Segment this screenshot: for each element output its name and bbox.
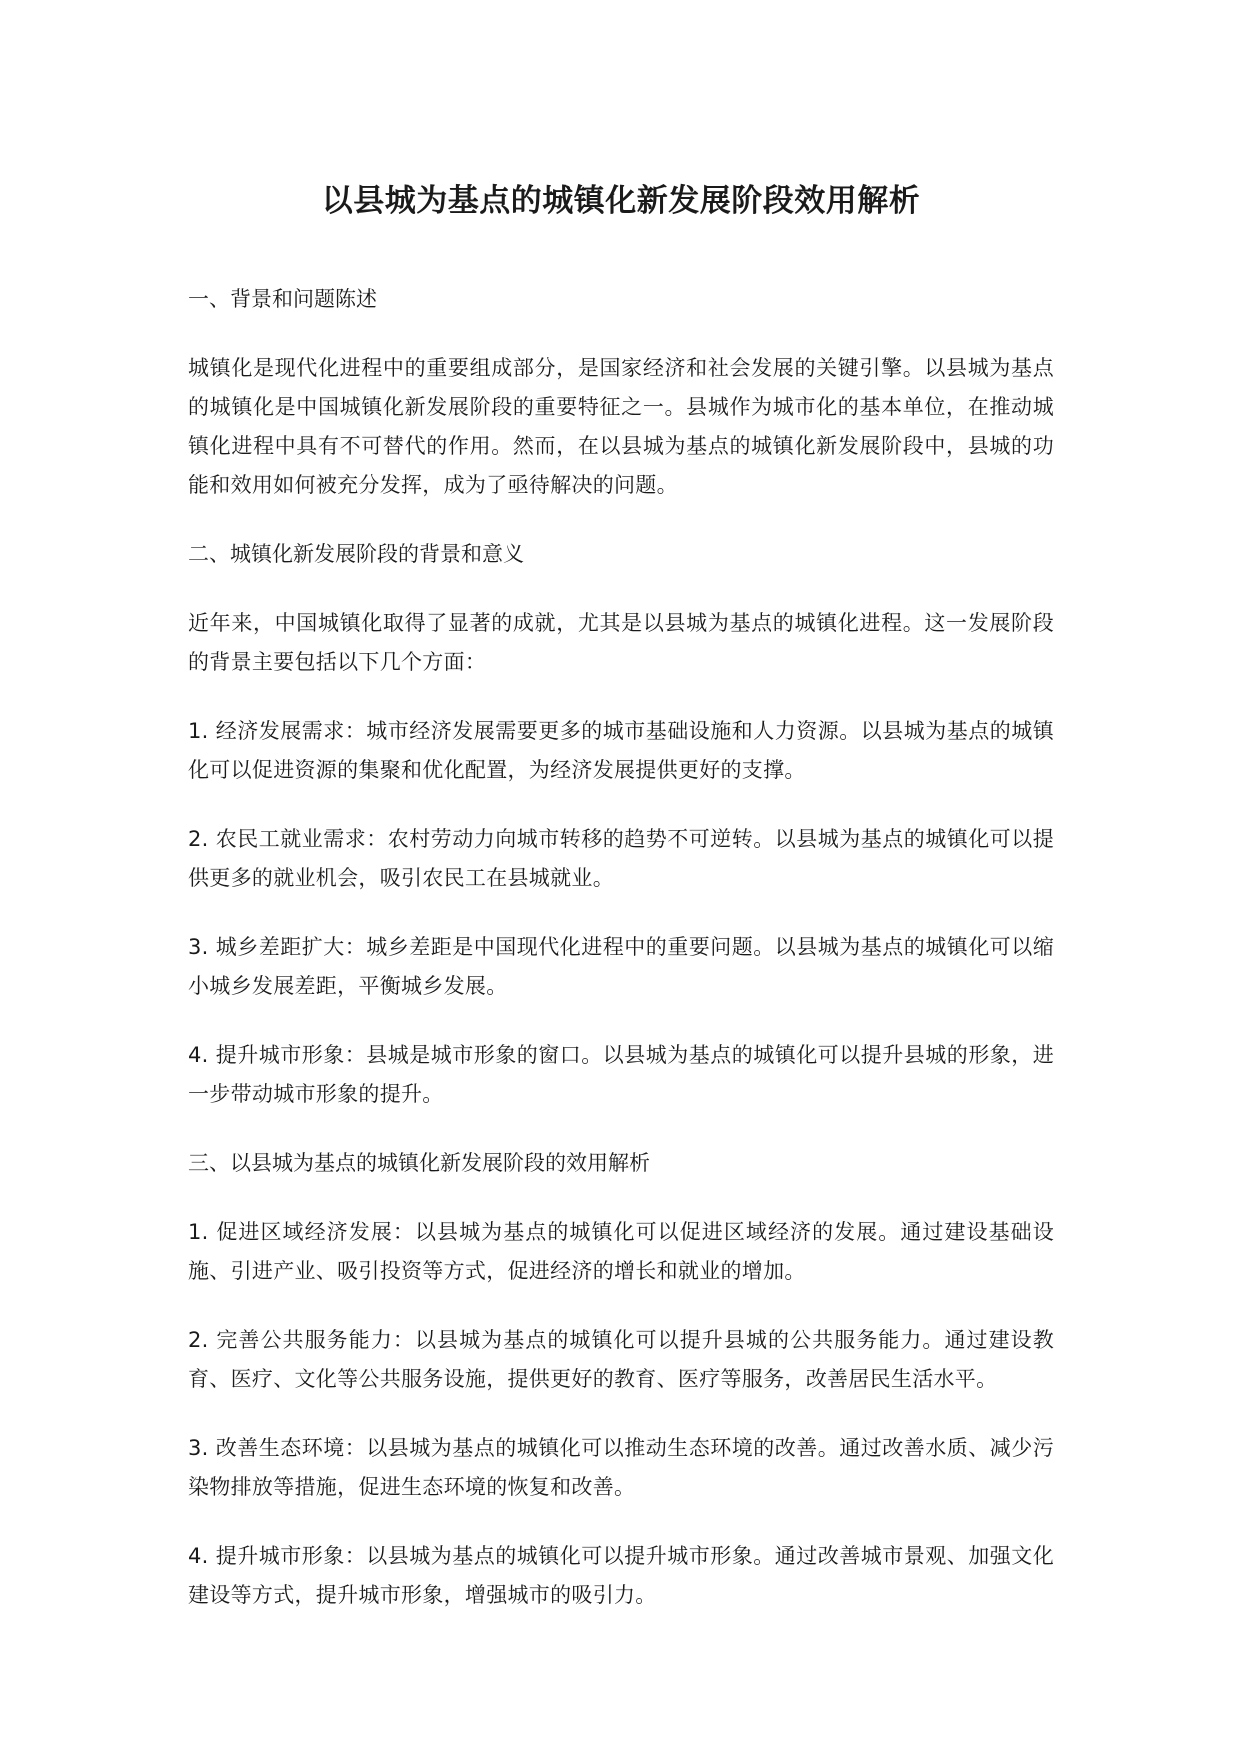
paragraph-intro: 近年来，中国城镇化取得了显著的成就，尤其是以县城为基点的城镇化进程。这一发展阶段的背景主要包括以下几个方面：: [188, 611, 1054, 674]
section-heading-1: 一、背景和问题陈述: [188, 287, 377, 311]
document-body: [188, 280, 1054, 1645]
document-title: 以县城为基点的城镇化新发展阶段效用解析: [321, 183, 921, 219]
paragraph-background: 城镇化是现代化进程中的重要组成部分，是国家经济和社会发展的关键引擎。以县城为基点的城镇化是中国城镇化新发展阶段的重要特征之一。县城作为城市化的基本单位，在推动城镇化进程中具有不可替代的作用。然而，在以县城为基点的城镇化新发展阶段中，县城的功能和效用如何被充分发挥，成为了亟待解决的问题。: [188, 356, 1054, 497]
list-item-employment-demand: 2. 农民工就业需求：农村劳动力向城市转移的趋势不可逆转。以县城为基点的城镇化可以提供更多的就业机会，吸引农民工在县城就业。: [188, 827, 1054, 890]
list-item-urban-rural-gap: 3. 城乡差距扩大：城乡差距是中国现代化进程中的重要问题。以县城为基点的城镇化可以缩小城乡发展差距，平衡城乡发展。: [188, 935, 1054, 998]
list-item-city-image-2: 4. 提升城市形象：以县城为基点的城镇化可以提升城市形象。通过改善城市景观、加强文化建设等方式，提升城市形象，增强城市的吸引力。: [188, 1544, 1054, 1607]
list-item-economic-demand: 1. 经济发展需求：城市经济发展需要更多的城市基础设施和人力资源。以县城为基点的城镇化可以促进资源的集聚和优化配置，为经济发展提供更好的支撑。: [188, 719, 1054, 782]
list-item-city-image: 4. 提升城市形象：县城是城市形象的窗口。以县城为基点的城镇化可以提升县城的形象，进一步带动城市形象的提升。: [188, 1043, 1054, 1106]
list-item-regional-economy: 1. 促进区域经济发展：以县城为基点的城镇化可以促进区域经济的发展。通过建设基础设施、引进产业、吸引投资等方式，促进经济的增长和就业的增加。: [188, 1220, 1054, 1283]
list-item-public-services: 2. 完善公共服务能力：以县城为基点的城镇化可以提升县城的公共服务能力。通过建设教育、医疗、文化等公共服务设施，提供更好的教育、医疗等服务，改善居民生活水平。: [188, 1328, 1054, 1391]
list-item-ecology: 3. 改善生态环境：以县城为基点的城镇化可以推动生态环境的改善。通过改善水质、减少污染物排放等措施，促进生态环境的恢复和改善。: [188, 1436, 1054, 1499]
section-heading-2: 二、城镇化新发展阶段的背景和意义: [188, 542, 524, 566]
section-heading-3: 三、以县城为基点的城镇化新发展阶段的效用解析: [188, 1151, 650, 1175]
